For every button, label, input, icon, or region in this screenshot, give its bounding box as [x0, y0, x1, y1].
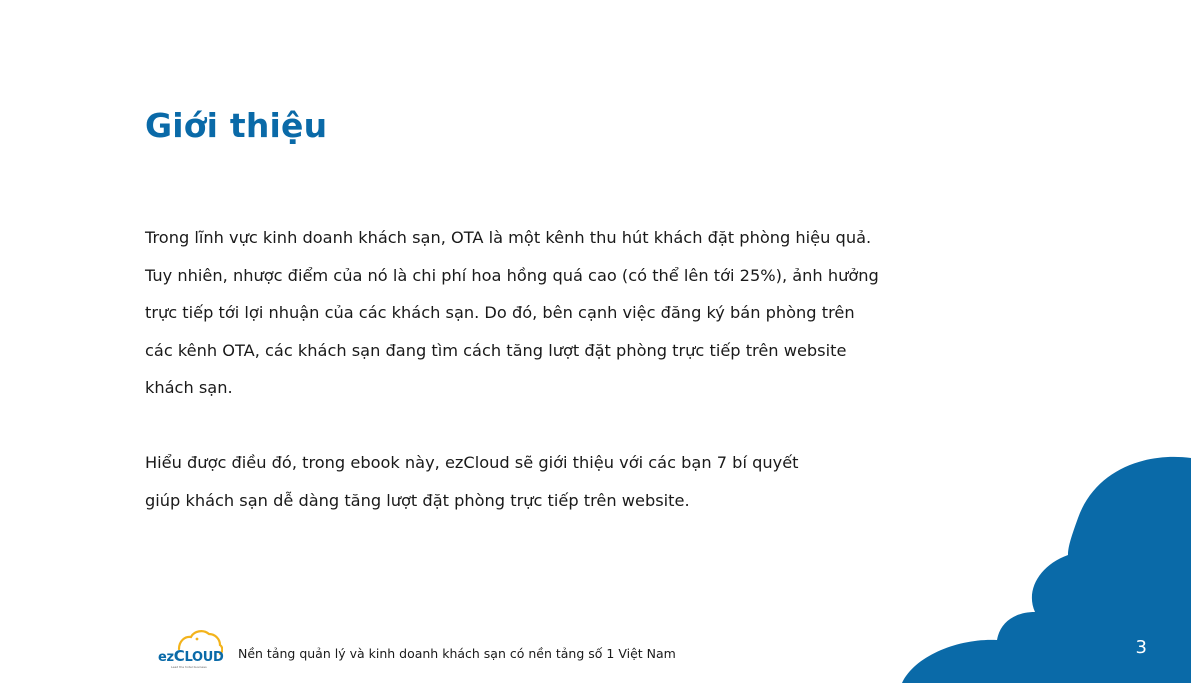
- logo-wordmark-suffix: LOUD: [184, 650, 224, 665]
- logo-wordmark: [158, 648, 224, 666]
- intro-paragraph: [145, 219, 965, 407]
- page-number: 3: [1135, 637, 1147, 658]
- logo-wordmark-prefix: ez: [158, 650, 174, 665]
- page-title: Giới thiệu: [145, 106, 328, 145]
- text-line: trực tiếp tới lợi nhuận của các khách sạn. Do đó, bên cạnh việc đăng ký bán phòng trên: [145, 303, 855, 322]
- logo-wordmark-c: C: [173, 647, 185, 665]
- text-line: giúp khách sạn dễ dàng tăng lượt đặt phòng trực tiếp trên website.: [145, 490, 690, 510]
- ebook-paragraph: [145, 444, 965, 519]
- text-line: khách sạn.: [145, 378, 233, 397]
- text-line: Hiểu được điều đó, trong ebook này, ezCloud sẽ giới thiệu với các bạn 7 bí quyết: [145, 453, 799, 472]
- text-line: Tuy nhiên, nhược điểm của nó là chi phí hoa hồng quá cao (có thể lên tới 25%), ảnh hưởng: [145, 265, 879, 285]
- footer: [157, 624, 676, 674]
- text-line: các kênh OTA, các khách sạn đang tìm cách tăng lượt đặt phòng trực tiếp trên website: [145, 340, 847, 360]
- text-line: Trong lĩnh vực kinh doanh khách sạn, OTA là một kênh thu hút khách đặt phòng hiệu quả.: [145, 228, 872, 247]
- ezcloud-logo: [157, 625, 223, 673]
- logo-tagline: Lead the hotel business: [171, 665, 207, 669]
- footer-tagline: Nền tảng quản lý và kinh doanh khách sạn có nền tảng số 1 Việt Nam: [238, 646, 676, 661]
- paragraph-spacer: [145, 407, 965, 445]
- body-text: [145, 219, 965, 519]
